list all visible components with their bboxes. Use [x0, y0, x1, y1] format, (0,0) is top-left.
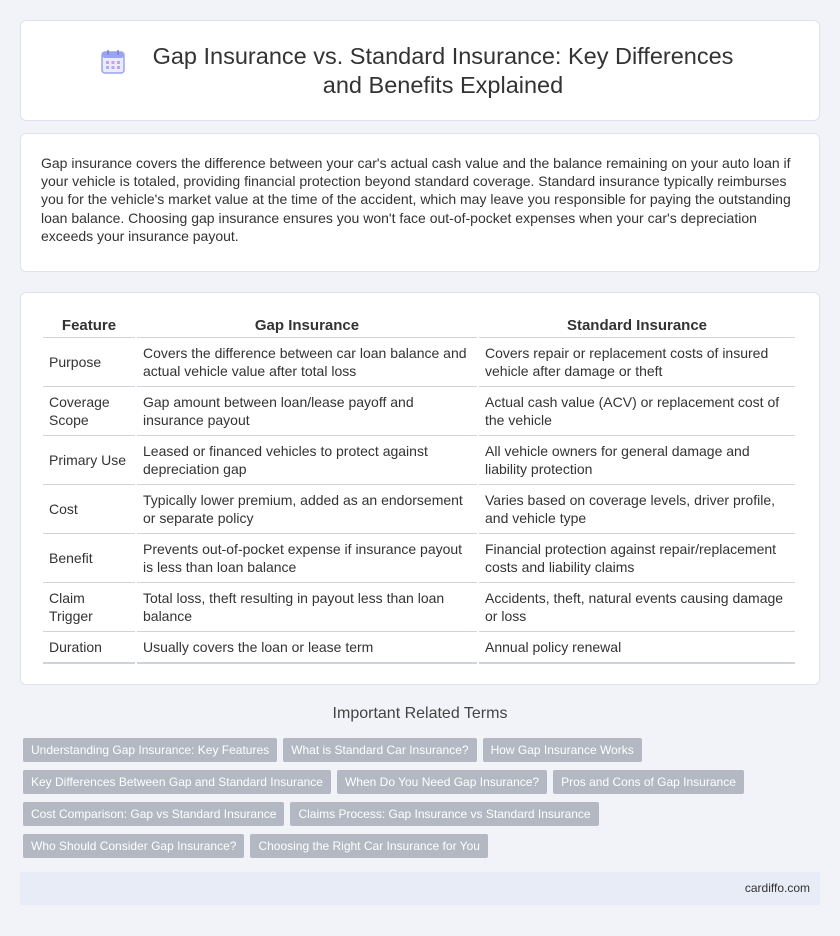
feature-cell: Benefit — [43, 534, 135, 583]
related-term-link[interactable]: Understanding Gap Insurance: Key Features — [23, 738, 277, 762]
page-title: Gap Insurance vs. Standard Insurance: Key Differences and Benefits Explained — [152, 42, 734, 98]
gap-cell: Leased or financed vehicles to protect against depreciation gap — [137, 436, 477, 485]
table-row — [43, 534, 795, 583]
standard-cell: Financial protection against repair/replacement costs and liability claims — [479, 534, 795, 583]
table-row — [43, 387, 795, 436]
standard-cell: Varies based on coverage levels, driver profile, and vehicle type — [479, 485, 795, 534]
table-row — [43, 485, 795, 534]
gap-cell: Usually covers the loan or lease term — [137, 632, 477, 664]
table-row — [43, 436, 795, 485]
gap-cell: Typically lower premium, added as an endorsement or separate policy — [137, 485, 477, 534]
standard-cell: Covers repair or replacement costs of insured vehicle after damage or theft — [479, 338, 795, 387]
related-term-link[interactable]: Key Differences Between Gap and Standard Insurance — [23, 770, 331, 794]
gap-cell: Covers the difference between car loan balance and actual vehicle value after total loss — [137, 338, 477, 387]
table-row — [43, 583, 795, 632]
column-header-feature: Feature — [43, 310, 135, 338]
feature-cell: Purpose — [43, 338, 135, 387]
related-terms-heading: Important Related Terms — [332, 705, 508, 722]
gap-cell: Gap amount between loan/lease payoff and insurance payout — [137, 387, 477, 436]
related-term-link[interactable]: Pros and Cons of Gap Insurance — [553, 770, 744, 794]
intro-paragraph: Gap insurance covers the difference between your car's actual cash value and the balance remaining on your auto loan if your vehicle is totaled, providing financial protection beyond standard coverage. Standard insurance typically reimburses you for the vehicle's market value at the time of the accident, which may leave you responsible for paying the outstanding loan balance. Choosing gap insurance ensures you won't face out-of-pocket expenses when your car's depreciation exceeds your insurance payout. — [41, 155, 791, 244]
related-term-link[interactable]: Cost Comparison: Gap vs Standard Insurance — [23, 802, 284, 826]
feature-cell: Primary Use — [43, 436, 135, 485]
footer-brand[interactable]: cardiffo.com — [744, 881, 810, 895]
footer — [20, 872, 820, 905]
related-term-link[interactable]: Choosing the Right Car Insurance for You — [250, 834, 487, 858]
related-terms-list — [23, 738, 823, 866]
standard-cell: Actual cash value (ACV) or replacement cost of the vehicle — [479, 387, 795, 436]
column-header-standard: Standard Insurance — [479, 310, 795, 338]
intro-card — [20, 133, 820, 272]
comparison-table — [41, 310, 797, 664]
related-term-link[interactable]: What is Standard Car Insurance? — [283, 738, 476, 762]
calendar-icon — [100, 49, 126, 75]
gap-cell: Prevents out-of-pocket expense if insurance payout is less than loan balance — [137, 534, 477, 583]
gap-cell: Total loss, theft resulting in payout less than loan balance — [137, 583, 477, 632]
feature-cell: Duration — [43, 632, 135, 664]
table-header-row — [43, 310, 795, 338]
standard-cell: All vehicle owners for general damage and liability protection — [479, 436, 795, 485]
table-row — [43, 632, 795, 664]
standard-cell: Accidents, theft, natural events causing damage or loss — [479, 583, 795, 632]
feature-cell: Cost — [43, 485, 135, 534]
related-term-link[interactable]: Claims Process: Gap Insurance vs Standard Insurance — [290, 802, 598, 826]
related-term-link[interactable]: Who Should Consider Gap Insurance? — [23, 834, 244, 858]
comparison-table-card — [20, 292, 820, 685]
related-term-link[interactable]: How Gap Insurance Works — [483, 738, 642, 762]
feature-cell: Coverage Scope — [43, 387, 135, 436]
column-header-gap: Gap Insurance — [137, 310, 477, 338]
feature-cell: Claim Trigger — [43, 583, 135, 632]
table-row — [43, 338, 795, 387]
header-card — [20, 20, 820, 121]
standard-cell: Annual policy renewal — [479, 632, 795, 664]
related-term-link[interactable]: When Do You Need Gap Insurance? — [337, 770, 547, 794]
